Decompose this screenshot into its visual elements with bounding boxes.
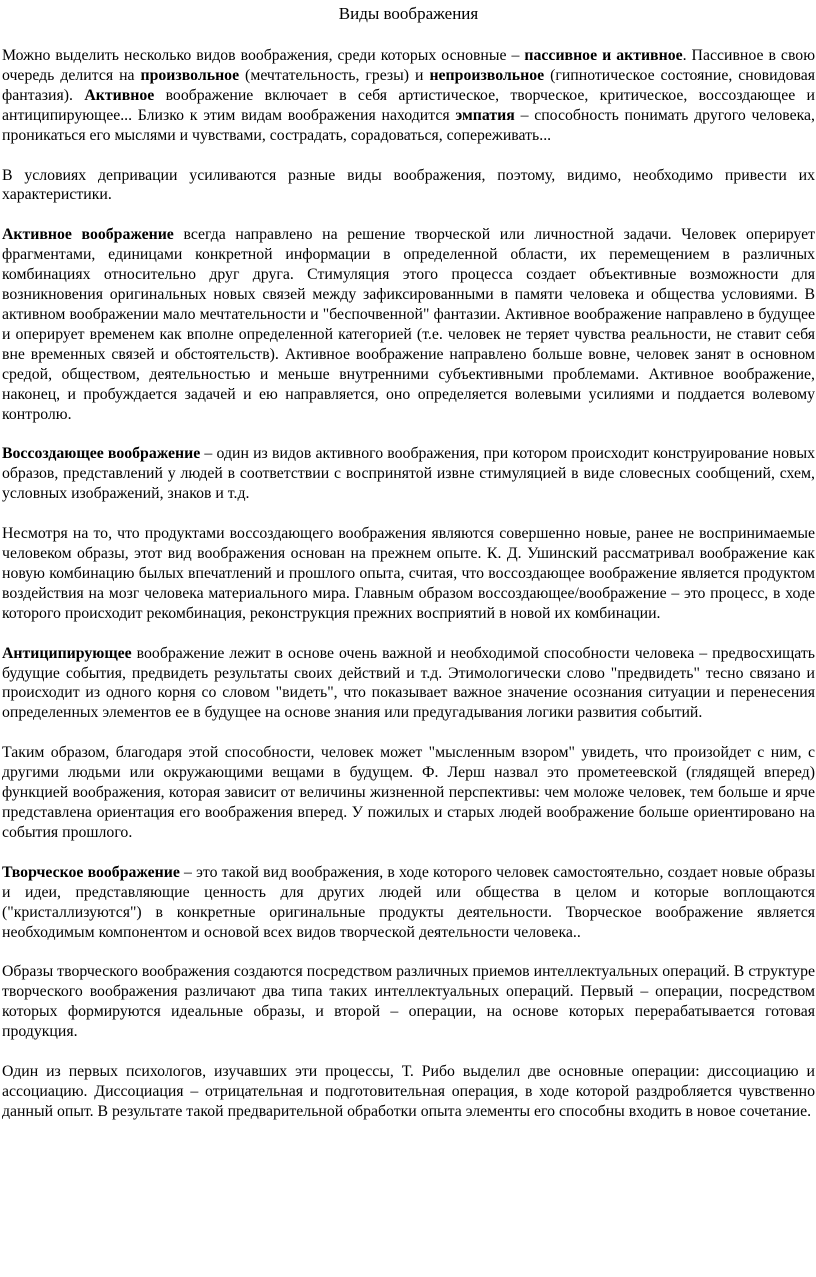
text-run: всегда направлено на решение творческой или личностной задачи. Человек оперирует фрагментами, единицами конкретной информации в определенной области, их перемещением в различных комбинациях относительно друг друга. Стимуляция этого процесса создает объективные возможности для возникновения оригинальных новых связей между зафиксированными в памяти человека и общества условиями. В активном воображении мало мечтательности и "беспочвенной" фантазии. Активное воображение направлено в будущее и оперирует временем как вполне определенной категорией (т.е. человек не теряет чувства реальности, не ставит себя вне временных связей и обстоятельств). Активное воображение направлено больше вовне, человек занят в основном средой, обществом, деятельностью и меньше внутренними субъективными проблемами. Активное воображение, наконец, и пробуждается задачей и ею направляется, оно определяется волевыми усилиями и поддается волевому контролю.: [2, 226, 815, 423]
paragraph-deprivation: [2, 166, 815, 206]
paragraph-recreating-imagination: [2, 444, 815, 504]
bold-term: эмпатия: [455, 106, 515, 124]
paragraph-lersh: [2, 743, 815, 843]
text-run: воображение лежит в основе очень важной и необходимой способности человека – предвосхищать будущие события, предвидеть результаты своих действий и т.д. Этимологически слово "предвидеть" тесно связано и происходит из одного корня со словом "видеть", что показывает важное значение осознания ситуации и перенесения определенных элементов ее в будущее на основе знания или предугадывания логики развития событий.: [2, 644, 815, 722]
paragraph-active-imagination: [2, 225, 815, 424]
text-run: . Пассивное в свою очередь делится на: [2, 47, 815, 84]
paragraph-intro: [2, 46, 815, 146]
text-run: Несмотря на то, что продуктами воссоздающего воображения являются совершенно новые, ранее не воспринимаемые человеком образы, этот вид воображения основан на прежнем опыте. К. Д. Ушинский рассматривал воображение как новую комбинацию былых впечатлений и прошлого опыта, считая, что воссоздающее воображение является продуктом воздействия на мозг человека материального мира. Главным образом воссоздающее/воображение – это процесс, в ходе которого происходит рекомбинация, реконструкция прежних восприятий в новой их комбинации.: [2, 525, 815, 622]
paragraph-ushinsky: [2, 524, 815, 624]
paragraph-creative-imagination: [2, 863, 815, 943]
text-run: Образы творческого воображения создаются посредством различных приемов интеллектуальных операций. В структуре творческого воображения различают два типа таких интеллектуальных операций. Первый – операции, посредством которых формируются идеальные образы, и второй – операции, на основе которых перерабатывается готовая продукция.: [2, 963, 815, 1041]
text-run: (гипнотическое состояние, сновидовая фантазия).: [2, 66, 815, 104]
bold-term: пассивное и активное: [524, 47, 683, 64]
bold-term: Воссоздающее воображение: [2, 445, 201, 463]
text-run: – способность понимать другого человека, проникаться его мыслями и чувствами, сострадать, сорадоваться, сопереживать...: [2, 106, 815, 144]
paragraph-creative-operations: [2, 962, 815, 1042]
document-title: Виды воображения: [338, 4, 479, 23]
paragraph-ribot: [2, 1062, 815, 1122]
bold-term: Активное воображение: [2, 226, 174, 244]
paragraph-anticipating-imagination: [2, 644, 815, 724]
text-run: В условиях депривации усиливаются разные виды воображения, поэтому, видимо, необходимо привести их характеристики.: [2, 166, 815, 204]
bold-term: произвольное: [140, 66, 240, 84]
bold-term: Творческое воображение: [2, 863, 180, 881]
text-run: воображение включает в себя артистическое, творческое, критическое, воссоздающее и антиципирующее... Близко к этим видам воображения находится: [2, 86, 816, 124]
text-run: Таким образом, благодаря этой способности, человек может "мысленным взором" увидеть, что произойдет с ним, с другими людьми или окружающими вещами в будущем. Ф. Лерш назвал это прометеевской (глядящей вперед) функцией воображения, которая зависит от величины жизненной перспективы: чем моложе человек, тем больше и ярче представлена ориентация его воображения вперед. У пожилых и старых людей воображение больше ориентировано на события прошлого.: [2, 744, 815, 841]
text-run: – один из видов активного воображения, при котором происходит конструирование новых образов, представлений у людей в соответствии с воспринятой извне стимуляцией в виде словесных сообщений, схем, условных изображений, знаков и т.д.: [2, 445, 815, 503]
bold-term: Антиципирующее: [2, 644, 132, 662]
text-run: (мечтательность, грезы) и: [239, 66, 430, 84]
text-run: Один из первых психологов, изучавших эти процессы, Т. Рибо выделил две основные операции: диссоциацию и ассоциацию. Диссоциация – отрицательная и подготовительная операция, в ходе которой раздробляется чувственно данный опыт. В результате такой предварительной обработки опыта элементы его способны входить в новое сочетание.: [2, 1063, 815, 1120]
bold-term: Активное: [84, 86, 155, 104]
text-run: – это такой вид воображения, в ходе которого человек самостоятельно, создает новые образы и идеи, представляющие ценность для других людей или общества в целом и которые воплощаются ("кристаллизуются") в конкретные оригинальные продукты деятельности. Творческое воображение является необходимым компонентом и основой всех видов творческой деятельности человека..: [2, 863, 815, 941]
text-run: Можно выделить несколько видов воображения, среди которых основные –: [2, 47, 525, 64]
bold-term: непроизвольное: [429, 66, 545, 84]
